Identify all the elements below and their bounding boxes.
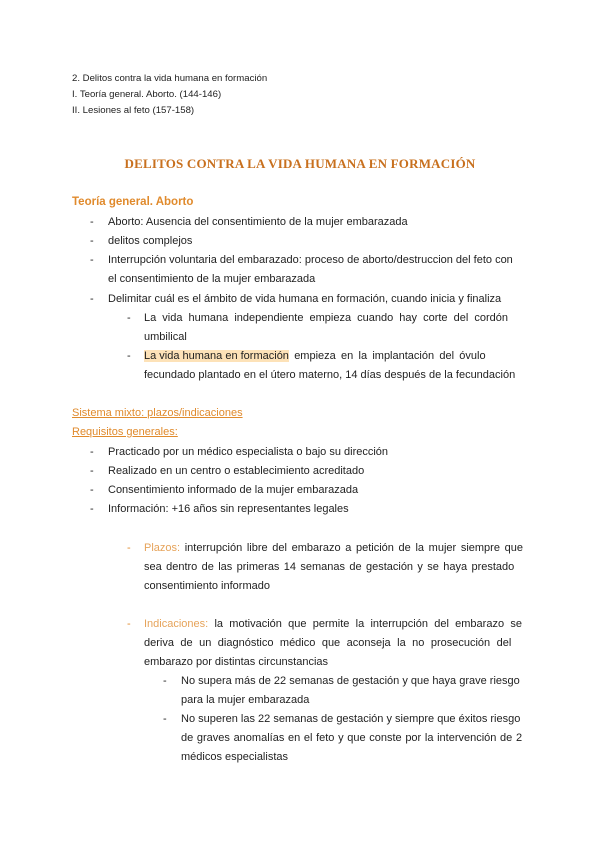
table-of-contents <box>72 71 267 119</box>
sub-sub-bullet-text: No supera más de 22 semanas de gestación y que haya grave riesgo <box>181 675 520 687</box>
sub-sub-bullet-text: para la mujer embarazada <box>181 694 310 706</box>
sub-bullet-dash: - <box>127 350 131 362</box>
sub-sub-bullet-text: médicos especialistas <box>181 751 288 763</box>
bullet-text: delitos complejos <box>108 235 193 247</box>
sub-bullet-dash: - <box>127 542 131 554</box>
sub-sub-bullet-text: No superen las 22 semanas de gestación y siempre que éxitos riesgo <box>181 713 521 725</box>
sub-bullet-text-rest: empieza en la implantación del óvulo <box>288 350 486 362</box>
section-link: Requisitos generales: <box>72 426 178 438</box>
sub-bullet-text: umbilical <box>144 331 187 343</box>
bullet-dash: - <box>90 293 94 305</box>
highlighted-text: La vida humana en formación <box>144 350 289 362</box>
bullet-text: Consentimiento informado de la mujer embarazada <box>108 484 359 496</box>
toc-item: II. Lesiones al feto (157-158) <box>72 105 195 116</box>
bullet-dash: - <box>90 235 94 247</box>
bullet-text: Aborto: Ausencia del consentimiento de la mujer embarazada <box>108 216 408 228</box>
plazos-text: sea dentro de las primeras 14 semanas de gestación y se haya prestado <box>144 561 515 573</box>
sub-sub-bullet-text: de graves anomalías en el feto y que conste por la intervención de 2 <box>181 732 523 744</box>
bullet-text: el consentimiento de la mujer embarazada <box>108 273 316 285</box>
sub-bullet-dash: - <box>127 312 131 324</box>
section-link: Sistema mixto: plazos/indicaciones <box>72 407 243 419</box>
sub-bullet-text <box>144 347 527 367</box>
toc-item: 2. Delitos contra la vida humana en formación <box>72 73 268 84</box>
bullet-dash: - <box>90 446 94 458</box>
indicaciones-text: embarazo por distintas circunstancias <box>144 656 329 668</box>
sub-sub-bullet-dash: - <box>163 675 167 687</box>
sub-bullet-dash: - <box>127 618 131 630</box>
indicaciones-label: Indicaciones: <box>144 618 209 630</box>
sub-bullet-text: fecundado plantado en el útero materno, 14 días después de la fecundación <box>144 369 516 381</box>
bullet-text: Información: +16 años sin representantes legales <box>108 503 349 515</box>
bullet-text: Delimitar cuál es el ámbito de vida humana en formación, cuando inicia y finaliza <box>108 293 502 305</box>
bullet-dash: - <box>90 254 94 266</box>
indicaciones-text-rest: la motivación que permite la interrupción del embarazo se <box>208 618 522 630</box>
indicaciones-text: deriva de un diagnóstico médico que aconseja la no prosecución del <box>144 637 512 649</box>
toc-item: I. Teoría general. Aborto. (144-146) <box>72 89 222 100</box>
section-heading: Teoría general. Aborto <box>72 196 194 208</box>
sub-bullet-text: La vida humana independiente empieza cuando hay corte del cordón <box>144 312 508 324</box>
indicaciones-text <box>144 615 527 635</box>
bullet-dash: - <box>90 465 94 477</box>
bullet-dash: - <box>90 503 94 515</box>
page-title: DELITOS CONTRA LA VIDA HUMANA EN FORMACIÓN <box>124 156 476 171</box>
bullet-dash: - <box>90 216 94 228</box>
bullet-text: Realizado en un centro o establecimiento acreditado <box>108 465 365 477</box>
bullet-dash: - <box>90 484 94 496</box>
bullet-text: Interrupción voluntaria del embarazado: proceso de aborto/destruccion del feto con <box>108 254 513 266</box>
sub-sub-bullet-dash: - <box>163 713 167 725</box>
plazos-text-rest: interrupción libre del embarazo a petición de la mujer siempre que <box>180 542 523 554</box>
plazos-text: consentimiento informado <box>144 580 270 592</box>
plazos-text <box>144 539 527 559</box>
plazos-label: Plazos: <box>144 542 181 554</box>
bullet-text: Practicado por un médico especialista o bajo su dirección <box>108 446 389 458</box>
